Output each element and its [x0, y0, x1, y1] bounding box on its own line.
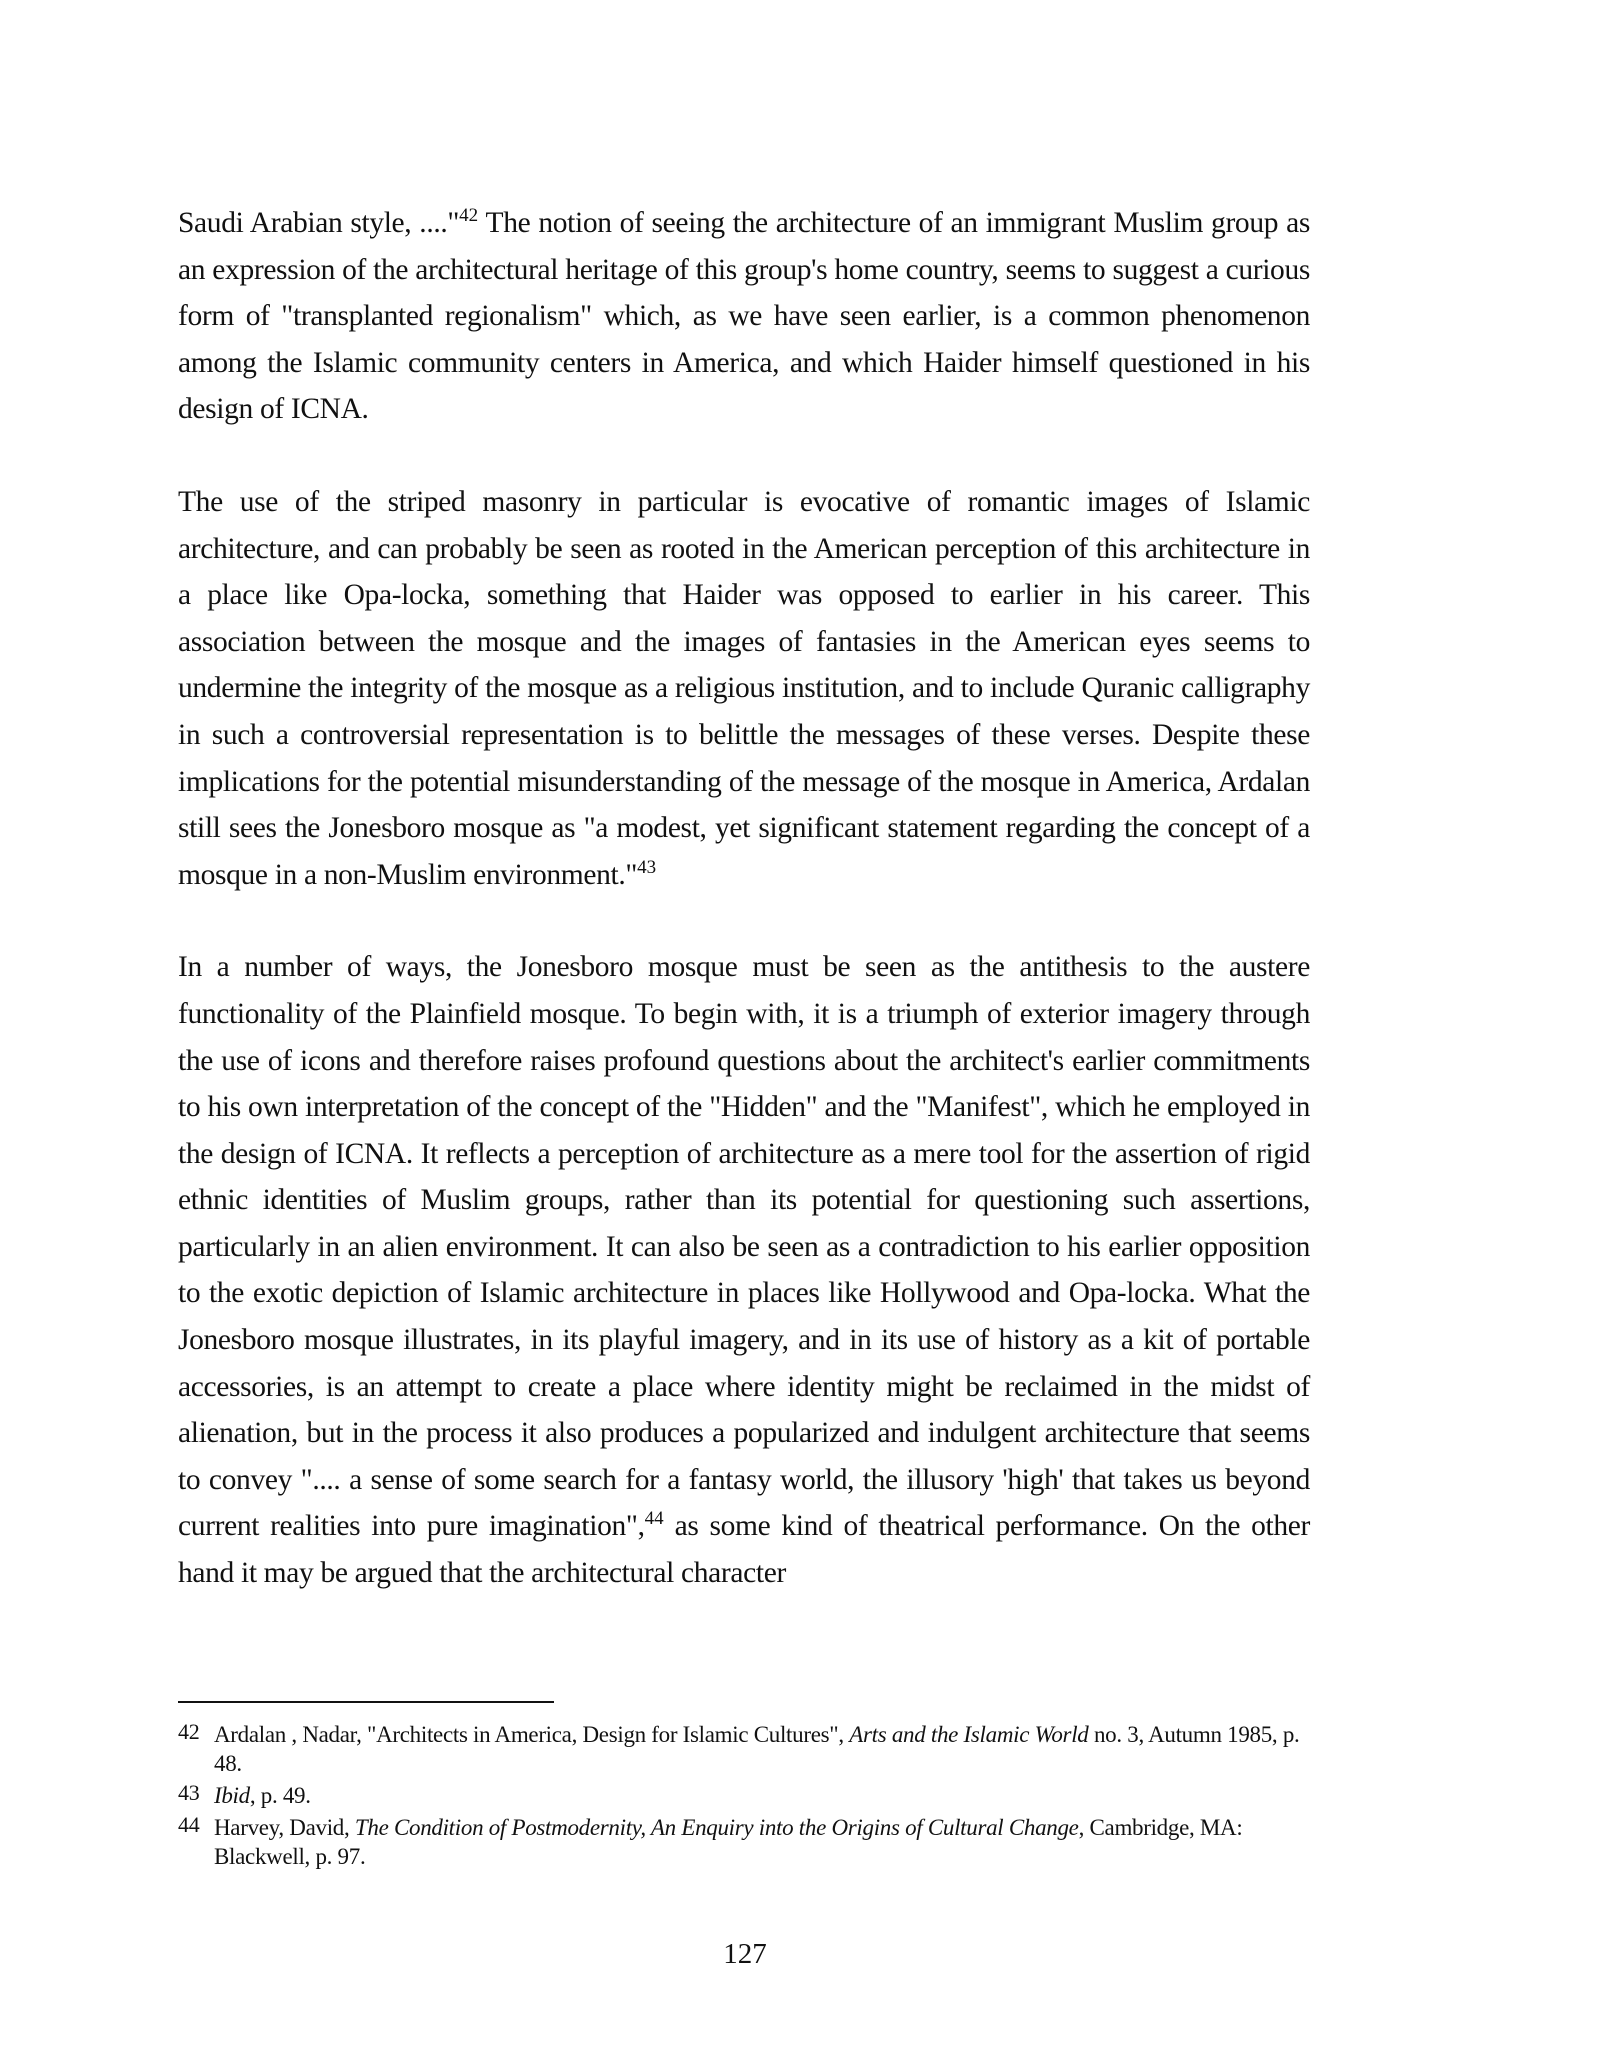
page-number: 127	[723, 1938, 767, 1970]
footnote-text-part: no. 3, Autumn 1985, p. 48.	[214, 1722, 1300, 1776]
footnote-text	[214, 1783, 311, 1808]
body-text	[178, 200, 1310, 1597]
footnote-ref-44[interactable]: 44	[644, 1508, 664, 1530]
footnote-number: 44	[178, 1812, 200, 1837]
paragraph-1	[178, 200, 1310, 433]
footnote-42	[178, 1720, 1310, 1778]
footnote-divider	[178, 1701, 554, 1703]
text-segment: The notion of seeing the architecture of an immigrant Muslim group as an expression of the architectural heritage of this group's home country, seems to suggest a curious form of "transplanted regionalism" which, as we have seen earlier, is a common phenomenon among the Islamic community centers in America, and which Haider himself questioned in his design of ICNA.	[178, 207, 1310, 426]
text-segment: Saudi Arabian style, ...."	[178, 207, 460, 239]
text-segment: as some kind of theatrical performance. On the other hand it may be argued that the architectural character	[178, 1510, 1310, 1590]
footnote-43	[178, 1781, 1310, 1810]
footnote-text	[214, 1815, 1242, 1869]
footnote-text-part: , Cambridge, MA: Blackwell, p. 97.	[214, 1815, 1243, 1869]
paragraph-3	[178, 944, 1310, 1596]
paragraph-2	[178, 479, 1310, 898]
footnote-number: 43	[178, 1780, 200, 1805]
footnote-text	[214, 1722, 1299, 1776]
footnote-ref-42[interactable]: 42	[459, 205, 479, 226]
footnote-title: Ibid	[214, 1783, 250, 1808]
footnote-number: 42	[178, 1719, 200, 1744]
text-segment: In a number of ways, the Jonesboro mosque must be seen as the antithesis to the austere functionality of the Plainfield mosque. To begin with, it is a triumph of exterior imagery through the use of icons and therefore raises profound questions about the architect's earlier commitments to his own interpretation of the concept of the "Hidden" and the "Manifest", which he employed in the design of ICNA. It reflects a perception of architecture as a mere tool for the assertion of rigid ethnic identities of Muslim groups, rather than its potential for questioning such assertions, particularly in an alien environment. It can also be seen as a contradiction to his earlier opposition to the exotic depiction of Islamic architecture in places like Hollywood and Opa-locka. What the Jonesboro mosque illustrates, in its playful imagery, and in its use of history as a kit of portable accessories, is an attempt to create a place where identity might be reclaimed in the midst of alienation, but in the process it also produces a popularized and indulgent architecture that seems to convey ".... a sense of some search for a fantasy world, the illusory 'high' that takes us beyond current realities into pure imagination",	[178, 951, 1310, 1543]
footnote-text-part: , p. 49.	[249, 1783, 311, 1808]
footnote-text-part: Ardalan , Nadar, "Architects in America, Design for Islamic Cultures",	[214, 1722, 850, 1747]
footnote-text-part: Harvey, David,	[214, 1815, 355, 1840]
footnote-title: The Condition of Postmodernity, An Enquiry into the Origins of Cultural Change	[354, 1815, 1079, 1840]
footnote-ref-43[interactable]: 43	[637, 856, 657, 878]
footnotes	[178, 1720, 1310, 1874]
footnote-title: Arts and the Islamic World	[849, 1722, 1089, 1747]
footnote-44	[178, 1813, 1310, 1871]
text-segment: The use of the striped masonry in particular is evocative of romantic images of Islamic architecture, and can probably be seen as rooted in the American perception of this architecture in a place like Opa-locka, something that Haider was opposed to earlier in his career. This association between the mosque and the images of fantasies in the American eyes seems to undermine the integrity of the mosque as a religious institution, and to include Quranic calligraphy in such a controversial representation is to belittle the messages of these verses. Despite these implications for the potential misunderstanding of the message of the mosque in America, Ardalan still sees the Jonesboro mosque as "a modest, yet significant statement regarding the concept of a mosque in a non-Muslim environment."	[178, 485, 1310, 891]
